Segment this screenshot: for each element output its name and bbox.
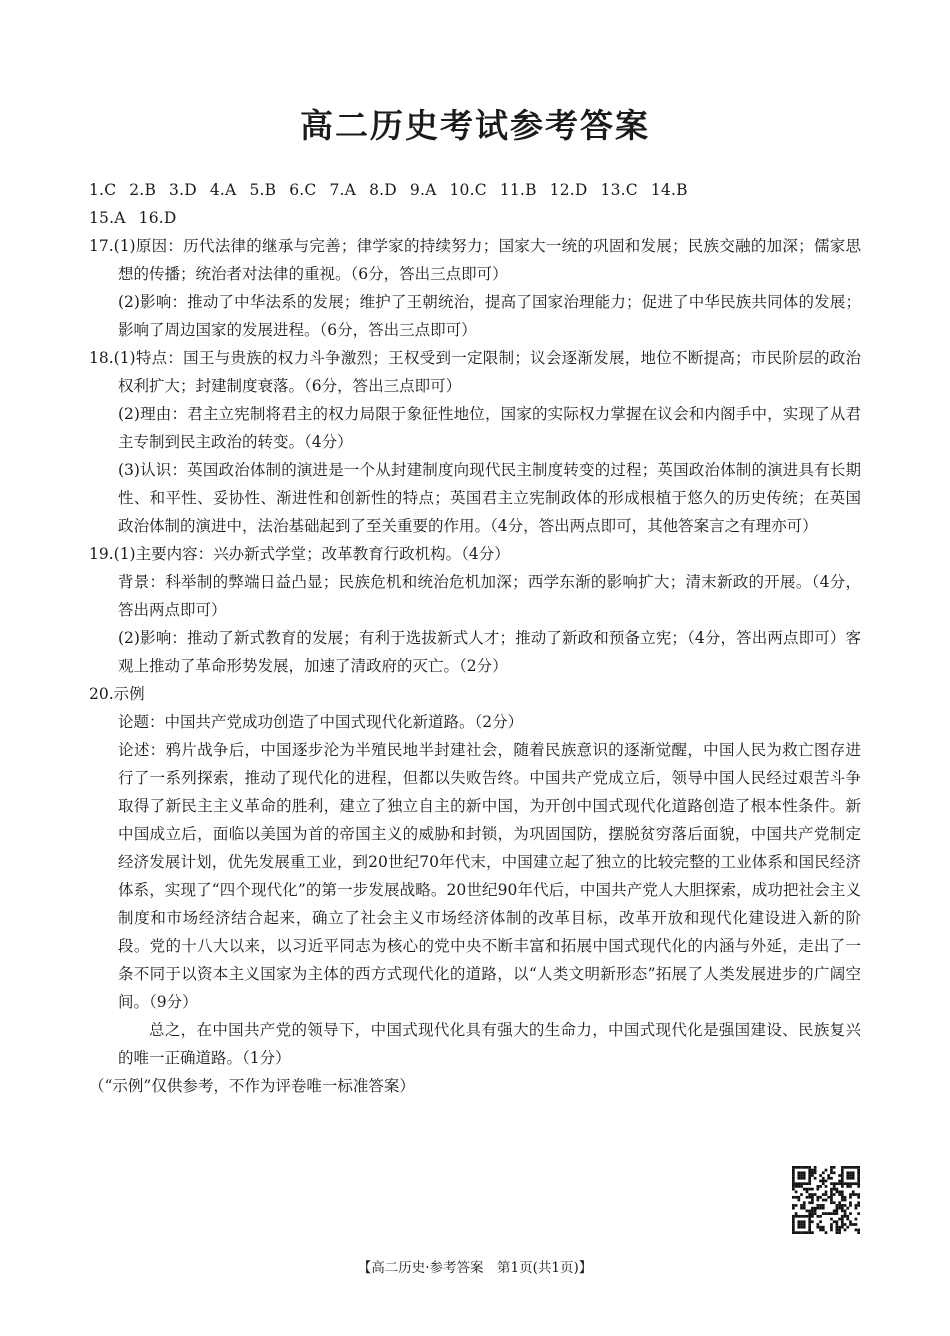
page-footer: 【高二历史·参考答案 第1页(共1页)】 [357, 1260, 593, 1276]
mcq-answer: 5.B [249, 181, 277, 199]
q20-topic: 论题：中国共产党成功创造了中国式现代化新道路。（2分） [118, 713, 524, 731]
q20-argument: 论述：鸦片战争后，中国逐步沦为半殖民地半封建社会，随着民族意识的逐渐觉醒，中国人民为救亡图存进行了一系列探索，推动了现代化的进程，但都以失败告终。中国共产党成立后，领导中国人民经过艰苦斗争取得了新民主主义革命的胜利，建立了独立自主的新中国，为开创中国式现代化道路创造了根本性条件。新中国成立后，面临以美国为首的帝国主义的威胁和封锁，为巩固国防，摆脱贫穷落后面貌，中国共产党制定经济发展计划，优先发展重工业，到20世纪70年代末，中国建立起了独立的比较完整的工业体系和国民经济体系，实现了“四个现代化”的第一步发展战略。20世纪90年代后，中国共产党人大胆探索，成功把社会主义制度和市场经济结合起来，确立了社会主义市场经济体制的改革目标，改革开放和现代化建设进入新的阶段。党的十八大以来，以习近平同志为核心的党中央不断丰富和拓展中国式现代化的内涵与外延，走出了一条不同于以资本主义国家为主体的西方式现代化的道路，以“人类文明新形态”拓展了人类发展进步的广阔空间。（9分） [118, 741, 861, 1011]
q20-heading: 20.示例 [89, 685, 145, 703]
q17-part1: 17.(1)原因：历代法律的继承与完善；律学家的持续努力；国家大一统的巩固和发展；民族交融的加深；儒家思想的传播；统治者对法律的重视。（6分，答出三点即可） [89, 237, 861, 283]
mcq-answer: 1.C [89, 181, 117, 199]
mcq-answer: 8.D [369, 181, 397, 199]
q20-note: （“示例”仅供参考，不作为评卷唯一标准答案） [89, 1077, 415, 1095]
mcq-answers-line-2 [89, 204, 861, 232]
mcq-answer: 2.B [129, 181, 157, 199]
mcq-answer: 7.A [329, 181, 357, 199]
mcq-answer: 11.B [499, 181, 537, 199]
page-title: 高二历史考试参考答案 [300, 106, 650, 145]
mcq-answer: 10.C [449, 181, 487, 199]
q19-part1: 19.(1)主要内容：兴办新式学堂；改革教育行政机构。（4分） [89, 545, 510, 563]
q18-part1: 18.(1)特点：国王与贵族的权力斗争激烈；王权受到一定限制；议会逐渐发展，地位不断提高；市民阶层的政治权利扩大；封建制度衰落。（6分，答出三点即可） [89, 349, 861, 395]
mcq-answer: 16.D [138, 209, 177, 227]
mcq-answers-line-1 [89, 176, 861, 204]
q19-background: 背景：科举制的弊端日益凸显；民族危机和统治危机加深；西学东渐的影响扩大；清末新政的开展。（4分，答出两点即可） [118, 573, 861, 619]
mcq-answer: 6.C [289, 181, 317, 199]
answer-content [89, 176, 861, 1100]
mcq-answer: 4.A [209, 181, 237, 199]
q18-part3: (3)认识：英国政治体制的演进是一个从封建制度向现代民主制度转变的过程；英国政治体制的演进具有长期性、和平性、妥协性、渐进性和创新性的特点；英国君主立宪制政体的形成根植于悠久的历史传统；在英国政治体制的演进中，法治基础起到了至关重要的作用。（4分，答出两点即可，其他答案言之有理亦可） [118, 461, 861, 535]
mcq-answer: 13.C [600, 181, 638, 199]
q20-conclusion: 总之，在中国共产党的领导下，中国式现代化具有强大的生命力，中国式现代化是强国建设、民族复兴的唯一正确道路。（1分） [118, 1021, 861, 1067]
mcq-answer: 12.D [549, 181, 588, 199]
mcq-answer: 15.A [89, 209, 126, 227]
q19-part2: (2)影响：推动了新式教育的发展；有利于选拔新式人才；推动了新政和预备立宪；（4分，答出两点即可）客观上推动了革命形势发展，加速了清政府的灭亡。（2分） [118, 629, 861, 675]
q17-part2: (2)影响：推动了中华法系的发展；维护了王朝统治，提高了国家治理能力；促进了中华民族共同体的发展；影响了周边国家的发展进程。（6分，答出三点即可） [118, 293, 861, 339]
q18-part2: (2)理由：君主立宪制将君主的权力局限于象征性地位，国家的实际权力掌握在议会和内阁手中，实现了从君主专制到民主政治的转变。（4分） [118, 405, 861, 451]
qr-code-icon [792, 1166, 860, 1234]
mcq-answer: 9.A [409, 181, 437, 199]
mcq-answer: 3.D [169, 181, 197, 199]
mcq-answer: 14.B [650, 181, 688, 199]
